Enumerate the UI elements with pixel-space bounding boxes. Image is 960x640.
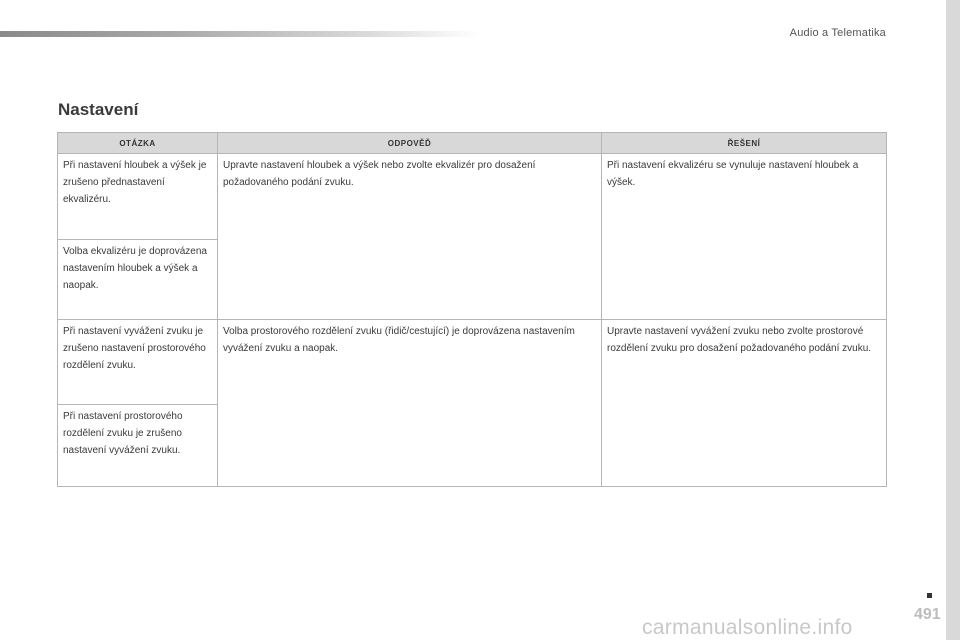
answer-cell: Volba prostorového rozdělení zvuku (řidič/cestující) je doprovázena nastavením vyvážení zvuku a naopak. (218, 320, 602, 487)
question-cell: Volba ekvalizéru je doprovázena nastavením hloubek a výšek a naopak. (58, 240, 218, 320)
footer-marker (927, 593, 932, 598)
column-header-answer: ODPOVĚĎ (218, 133, 602, 154)
table-row (58, 320, 887, 405)
header-gradient-bar (0, 31, 480, 37)
solution-cell: Při nastavení ekvalizéru se vynuluje nastavení hloubek a výšek. (602, 154, 887, 320)
watermark-text: carmanualsonline.info (642, 616, 853, 639)
solution-cell: Upravte nastavení vyvážení zvuku nebo zvolte prostorové rozdělení zvuku pro dosažení požadovaného podání zvuku. (602, 320, 887, 487)
question-cell: Při nastavení vyvážení zvuku je zrušeno nastavení prostorového rozdělení zvuku. (58, 320, 218, 405)
side-strip (946, 0, 960, 640)
answer-cell: Upravte nastavení hloubek a výšek nebo zvolte ekvalizér pro dosažení požadovaného podání zvuku. (218, 154, 602, 320)
section-title: Audio a Telematika (789, 27, 886, 39)
question-cell: Při nastavení prostorového rozdělení zvuku je zrušeno nastavení vyvážení zvuku. (58, 405, 218, 487)
column-header-question: OTÁZKA (58, 133, 218, 154)
page-title: Nastavení (58, 100, 139, 119)
column-header-solution: ŘEŠENÍ (602, 133, 887, 154)
faq-table (57, 132, 887, 487)
table-header-row (58, 133, 887, 154)
question-cell: Při nastavení hloubek a výšek je zrušeno přednastavení ekvalizéru. (58, 154, 218, 240)
table-row (58, 154, 887, 240)
page-number: 491 (914, 606, 941, 623)
